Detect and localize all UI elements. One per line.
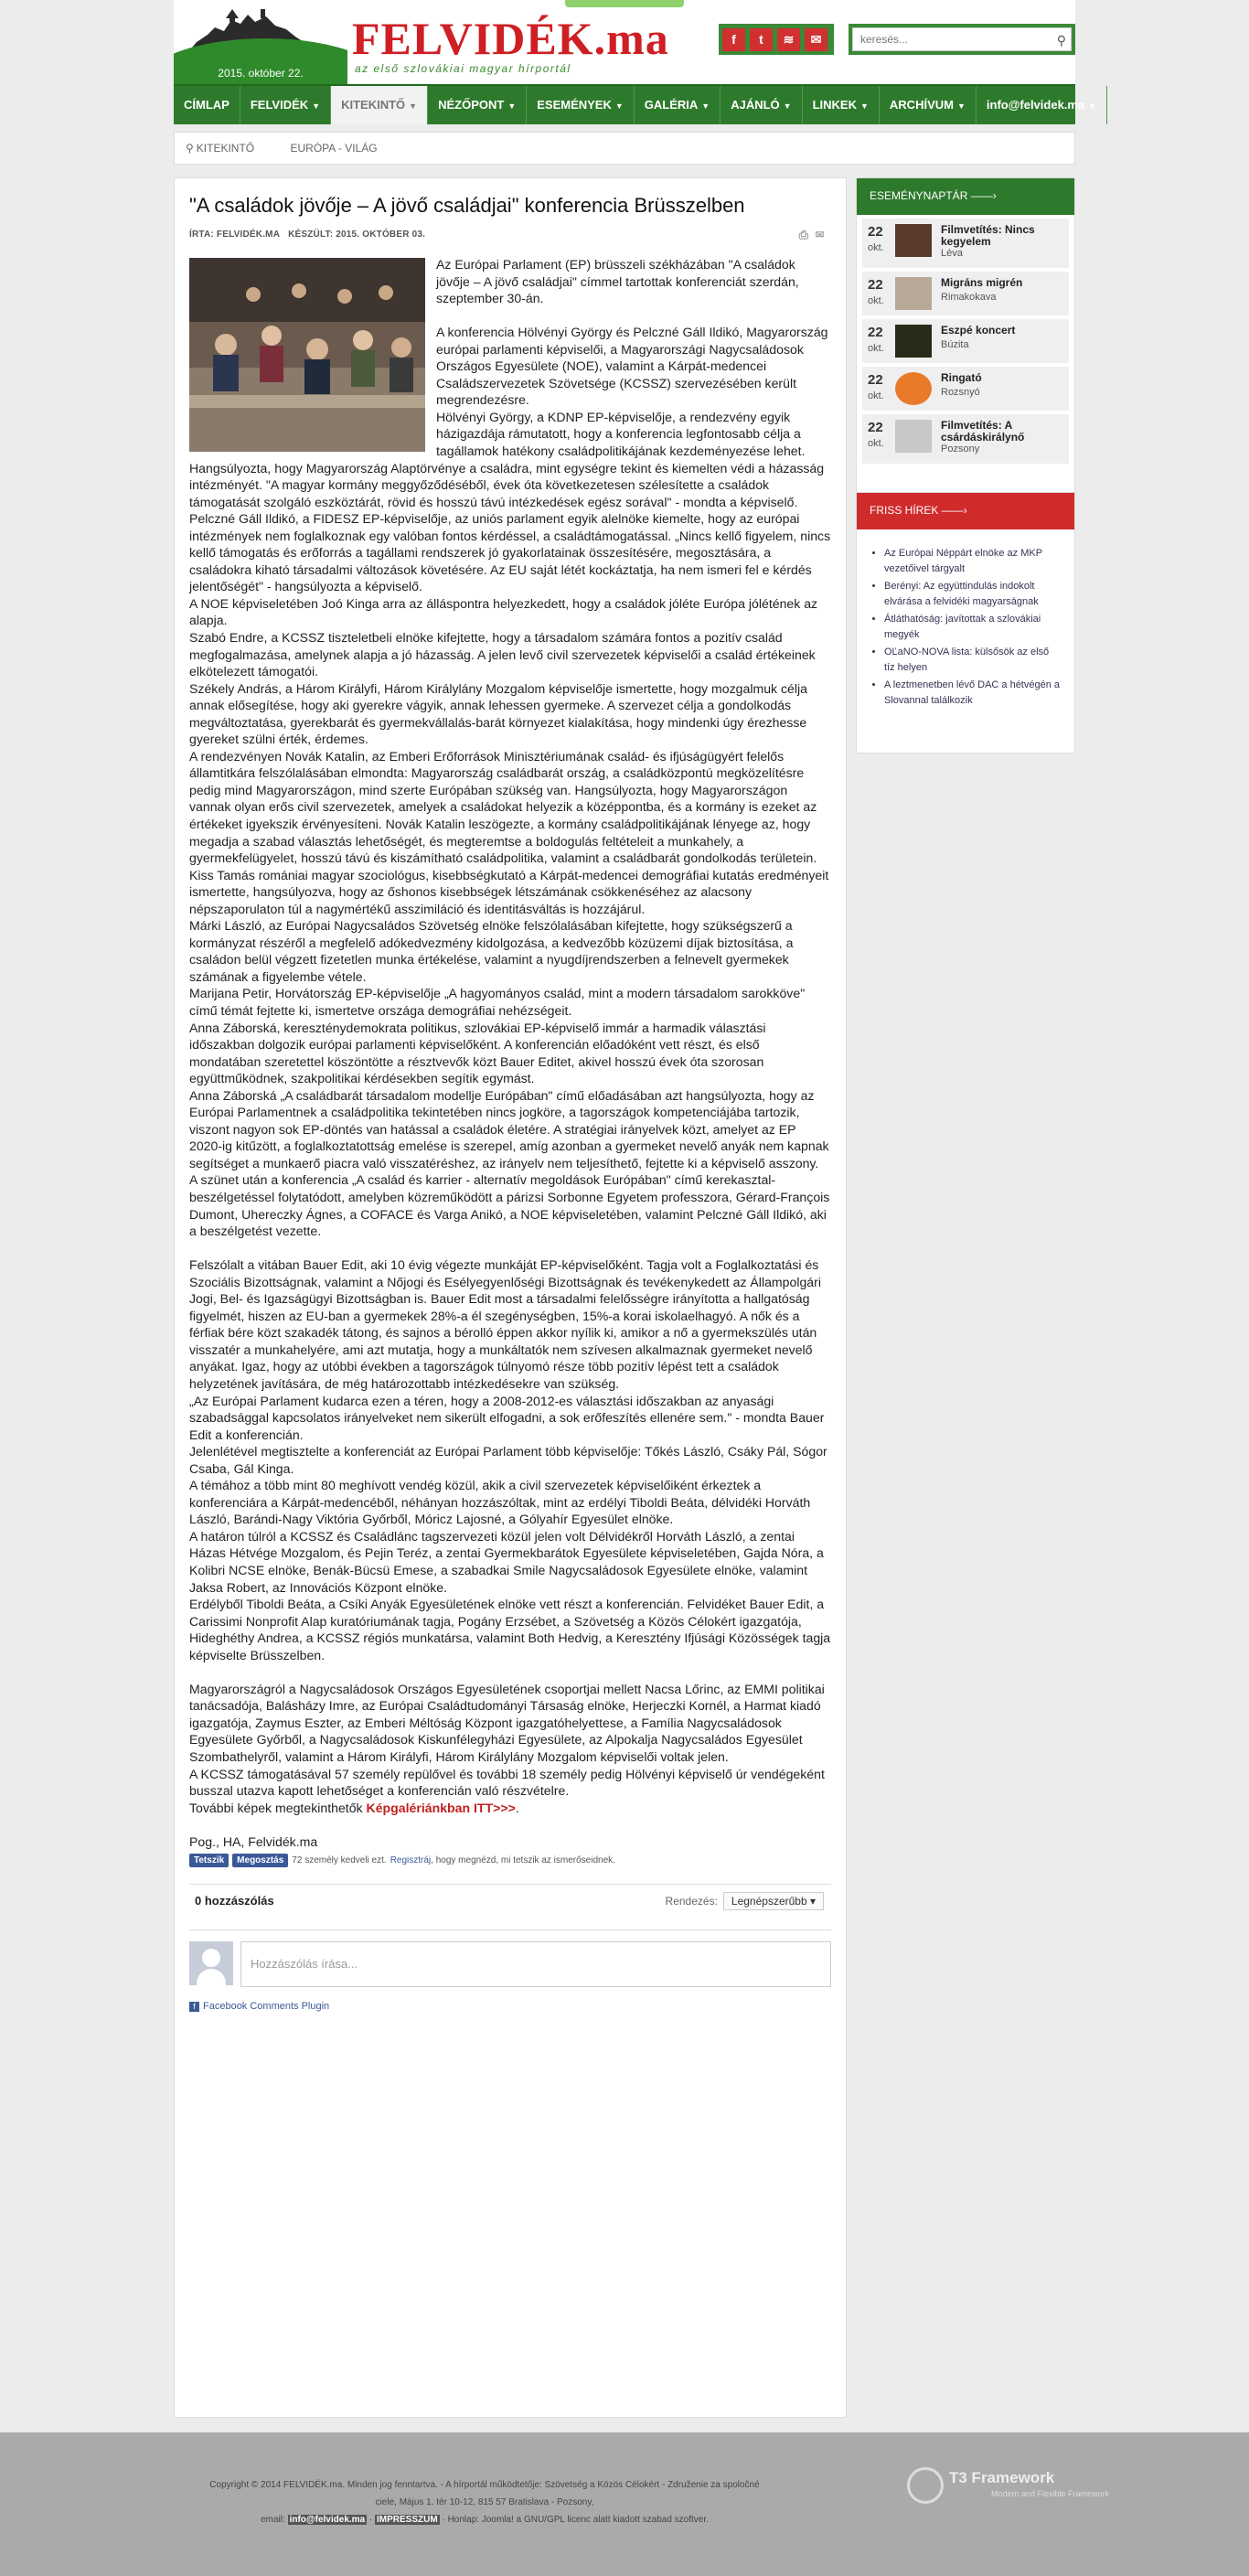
mail-icon[interactable]: ✉ (805, 28, 827, 51)
news-link[interactable]: • A leztmenetben lévő DAC a hétvégén a Slovannal találkozik (884, 678, 1062, 709)
article-paragraph: Márki László, az Európai Nagycsaládos Szövetség elnöke felszólalásában kifejtette, hogy szükségszerű a kormányzat részéről a megfelelő adókedvezmény kidolgozása, a kedvezőbb közüzemi díjak biztosítása, a családon belül végzett fizetetlen munka értékelése, valamint a nyugdíjrendszerben a felnevelt gyermekek számának a figyelembe vétele. (189, 918, 794, 984)
article-paragraph: Székely András, a Három Királyfi, Három Királylány Mozgalom képviselője ismertette, hogy mozgalmuk célja annak elősegítése, hogy aki gyerekre vágyik, annak lehessen gyermeke. A szervezet célja a gondolkodás megváltoztatása, gyerekbarát és gyermekvállalás-barát környezet kialakítása, hogy mindenki úgy érezhesse gyereket szülni érték, érdemes. (189, 680, 807, 747)
brand-title[interactable]: FELVIDÉK.ma (352, 13, 669, 64)
article-author: ÍRTA: FELVIDÉK.MA (189, 230, 281, 240)
event-location: Rimakokava (941, 292, 997, 303)
nav-item-label: CÍMLAP (184, 98, 230, 112)
facebook-icon: f (189, 2002, 199, 2012)
event-day: 22 (868, 277, 883, 293)
nav-item-4[interactable] (527, 86, 635, 124)
event-thumbnail (895, 420, 932, 453)
article-title: "A családok jövője – A jövő családjai" konferencia Brüsszelben (189, 194, 745, 217)
footer-line3: · Honlap: Joomla! a GNU/GPL licenc alatt kiadott szabad szoftver. (439, 2515, 709, 2525)
event-item[interactable] (862, 272, 1069, 315)
event-title[interactable]: Migráns migrén (941, 276, 1023, 289)
fb-like-text: , hogy megnézd, mi tetszik az ismerőseidnek. (431, 1855, 615, 1866)
event-location: Pozsony (941, 444, 980, 454)
fb-like-count: 72 személy kedveli ezt. (292, 1855, 387, 1866)
event-location: Búzita (941, 339, 969, 350)
map-pin-icon: ⚲ (186, 142, 194, 155)
event-thumbnail (895, 325, 932, 358)
print-icon[interactable]: ⎙ (798, 228, 817, 241)
rss-icon[interactable]: ≋ (777, 28, 800, 51)
nav-item-label: FELVIDÉK (250, 98, 309, 112)
event-location: Rozsnyó (941, 387, 980, 398)
event-title[interactable]: Ringató (941, 371, 982, 384)
article-photo[interactable] (189, 258, 425, 452)
article-paragraph: Anna Záborská „A családbarát társadalom modellje Európában" című előadásában azt hangsúlyozta, hogy az Európai Parlamentnek a családpolitika tekintetében nincs jogköre, a tagországok kompetenciájába tartozik, viszont nagyon sok EP-döntés van hatással a családok életére. A stratégiai irányelvek közt, amelyet az EP 2020-ig kitűzött, a foglalkoztatottság emelése is szerepel, amíg azonban a gyermeket nevelő anyák nem kapnak segítséget a munkaerő piacra való visszatéréshez, az irányelv nem teljesíthető, fejtette ki a képviselő asszony. (189, 1087, 829, 1170)
comment-compose (189, 1929, 831, 1975)
news-link[interactable]: • Az Európai Néppárt elnöke az MKP vezetőivel tárgyalt (884, 546, 1062, 577)
nav-item-label: info@felvidek.ma (986, 98, 1085, 112)
event-item[interactable] (862, 367, 1069, 411)
article-panel (174, 177, 847, 2418)
event-month: okt. (868, 390, 884, 401)
event-day: 22 (868, 372, 883, 388)
nav-item-label: LINKEK (812, 98, 857, 112)
caret-down-icon: ▼ (614, 102, 624, 111)
caret-down-icon: ▼ (409, 102, 418, 111)
footer-email[interactable]: info@felvidek.ma (289, 2515, 366, 2525)
avatar (189, 1941, 233, 1985)
caret-down-icon: ▼ (783, 102, 792, 111)
article-paragraph: Az Európai Parlament (EP) brüsszeli székházában "A családok jövője – A jövő családjai" címmel tartottak konferenciát szerdán, szeptember 30-án. (436, 257, 799, 306)
article-paragraph: Hölvényi György, a KDNP EP-képviselője, a rendezvény egyik házigazdája rámutatott, hogy a konferencia legfontosabb célja a tagállamok hatékony családpolitikájának kezdeményezése lehet. Hangsúlyozta, hogy Magyarország Alaptörvénye a családra, mint egységre tekint és kiemelten védi a házasság intézményét. "A magyar kormány meggyőződéséből, évek óta következetesen szélesítette a családok támogatását szolgáló eszköztárát, rövid és hosszú távú intézkedések egész sorával" - mondta a képviselő. (189, 409, 825, 509)
article-paragraph: A szünet után a konferencia „A család és karrier - alternatív megoldások Európában" című kerekasztal-beszélgetéssel folytatódott, amelyben közreműködött a párizsi Sorbonne Egyetem professzora, Gérard-François Dumont, Uhereczky Ágnes, a COFACE és Varga Anikó, a NOE képviseletében, valamint Pelczné Gáll Ildikó, aki a beszélgetést vezette. (189, 1172, 830, 1239)
gallery-suffix: . (515, 1800, 519, 1815)
caret-down-icon: ▼ (859, 102, 869, 111)
footer-line2: ciele, Május 1. tér 10-12, 815 57 Bratislava - Pozsony, (375, 2497, 594, 2507)
caret-down-icon: ▼ (1088, 102, 1097, 111)
comments-section (189, 1884, 831, 2012)
events-calendar (856, 177, 1075, 494)
article-paragraph: Marijana Petir, Horvátország EP-képviselője „A hagyományos család, mint a modern társadalom sarokköve" című témát fejtette ki, ismertetve országa demográfiai nehézségeit. (189, 986, 806, 1019)
news-link[interactable]: • OĽaNO-NOVA lista: külsősök az első tíz helyen (884, 645, 1062, 676)
nav-item-label: ARCHÍVUM (889, 98, 954, 112)
nav-item-8[interactable] (880, 86, 977, 124)
gallery-link[interactable]: Képgalériánkban ITT>>> (366, 1800, 516, 1815)
nav-item-5[interactable] (635, 86, 721, 124)
t3-name: T3 Framework (949, 2469, 1055, 2486)
conference-photo (189, 258, 425, 452)
article-paragraph: A témához a több mint 80 meghívott vendég közül, akik a civil szervezetek képviselőiként érkeztek a konferenciára a Kárpát-medencéből, néhányan hozzászóltak, mint az erdélyi Tiboldi Beáta, délvidéki Horváth László, Barándi-Nagy Viktória Győrből, Móricz Lajosné, a Gólyahír Egyesület elnöke. (189, 1478, 811, 1527)
nav-item-1[interactable] (240, 86, 331, 124)
gallery-prefix: További képek megtekinthetők (189, 1800, 367, 1815)
event-thumbnail (895, 277, 932, 310)
article-paragraph: Szabó Endre, a KCSSZ tiszteletbeli elnöke kifejtette, hogy a társadalom számára fontos a pozitív család megfogalmazása, amelynek alapja a jó házasság. A jelen levő civil szervezetek képviselői a család értékeinek elkötelezett támogatói. (189, 629, 816, 679)
event-thumbnail (895, 372, 932, 405)
footer-email-label: email: (261, 2515, 285, 2525)
article-meta (189, 230, 831, 240)
facebook-like-bar (189, 1854, 831, 1867)
nav-item-0[interactable] (174, 86, 240, 124)
article-paragraph: Felszólalt a vitában Bauer Edit, aki 10 évig végezte munkáját EP-képviselőként. Tagja volt a Foglalkoztatási és Szociális Bizottságnak, valamint a Nőjogi és Esélyegyenlőségi Bizottságnak és tevékenykedett az Állampolgári Jogi, Bel- és Igazságügyi Bizottságban is. Bauer Edit most a társadalmi felelősségre irányította a hallgatóság figyelmét, hiszen az EU-ban a gyermekek 28%-a él szegénységben, 15%-a korai iskolaelhagyó. A nők és a férfiak bére közt szakadék tátong, és sajnos a bérolló éppen akkor nyílik ki, amikor a nő a gyermekszülés után visszatér a munkahelyére, ami azt mutatja, hogy a munkáltatók nem szívesen alkalmaznak gyermeket nevelő anyákat. Igaz, hogy az utóbbi években a tagországok túlnyomó része több pozitív lépést tett a családok helyzetének javítására, de még határozottabb intézkedésekre van szükség. (189, 1257, 821, 1391)
article-paragraph: A rendezvényen Novák Katalin, az Emberi Erőforrások Minisztériumának család- és ifjúságügyért felelős államtitkára felszólalásában elmondta: Magyarország családbarát ország, a családközpontú megközelítésre pedig mind Magyarországon, mind szerte Európában szükség van. Hangsúlyozta, hogy Magyarországon vannak olyan erős civil szervezetek, amelyek a családokat helyezik a középpontba, és a kormány is ezeket az értékeket igyekszik érvényesíteni. Novák Katalin leszögezte, a kormány családpolitikájának lényege az, hogy megadja a szabad választás lehetőségét, és megteremtse a boldogulás feltételeit a munkahely, a gyermekfelügyelet, hosszú távú és kiszámítható családpolitika, valamint a családbarát gondolkodás területein. (189, 748, 817, 866)
article-source: Pog., HA, Felvidék.ma (189, 1833, 318, 1849)
nav-item-label: GALÉRIA (644, 98, 699, 112)
fb-plugin-label: Facebook Comments Plugin (203, 2001, 330, 2013)
twitter-icon[interactable]: t (750, 28, 773, 51)
footer-impresszum[interactable]: IMPRESSZUM (377, 2515, 438, 2525)
event-item[interactable] (862, 319, 1069, 363)
site-logo[interactable] (174, 0, 347, 84)
search-box (849, 24, 1075, 55)
site-header (174, 0, 1075, 84)
paragraph-gap (189, 1240, 831, 1257)
main-nav (174, 84, 1097, 124)
nav-item-3[interactable] (428, 86, 527, 124)
breadcrumb (174, 132, 1075, 165)
caret-down-icon: ▼ (312, 102, 321, 111)
nav-item-7[interactable] (803, 86, 880, 124)
header-date: 2015. október 22. (218, 67, 304, 80)
caret-down-icon: ▼ (507, 102, 517, 111)
article-paragraph: Kiss Tamás romániai magyar szociológus, kisebbségkutató a Kárpát-medencei demográfiai kutatás eredményeit ismertette, hangsúlyozva, hogy az őshonos kisebbségek létszámának csökkenéséhez az alacsony népszaporulaton túl a nagymértékű asszimiláció és identitásváltás is hozzájárul. (189, 867, 829, 916)
article-body (189, 256, 831, 1850)
article-paragraph: Pelczné Gáll Ildikó, a FIDESZ EP-képviselője, az uniós parlament egyik alelnöke kiemelte, hogy az európai intézmények nem foglalkoznak egy valóban fontos kérdéssel, a családtámogatással. „Nincs kellő figyelem, nincs kellő támogatás és erőforrás a tagállami rendszerek jó gyakorlatainak összesítésére, megosztására, a családokra kiható társadalmi változások követésére. Az EU saját létét kockáztatja, ha nem ismeri fel e kérdés jelentőségét" - hangsúlyozta a képviselő. (189, 511, 831, 594)
comment-count: 0 hozzászólás (195, 1894, 274, 1908)
friss-title[interactable]: FRISS HÍREK ——› (857, 493, 1074, 529)
search-icon[interactable]: ⚲ (1056, 33, 1066, 48)
paragraph-gap (189, 1663, 831, 1681)
event-month: okt. (868, 242, 884, 253)
comment-input[interactable]: Hozzászólás írása... (240, 1941, 831, 1987)
nav-item-2[interactable] (331, 86, 428, 124)
event-item[interactable] (862, 219, 1069, 268)
nav-item-label: ESEMÉNYEK (537, 98, 612, 112)
site-footer (0, 2432, 1249, 2576)
fb-like-button[interactable]: Tetszik (189, 1854, 229, 1867)
article-paragraph: Magyarországról a Nagycsaládosok Országos Egyesületének csoportjai mellett Nacsa Lőrinc, az EMMI politikai tanácsadója, Balásházy Imre, az Európai Családtudományi Társaság elnöke, Herjeczki Kornél, a Harmat kiadó igazgatója, Zaymus Eszter, az Emberi Méltóság Központ igazgatóhelyettese, a Família Nagycsaládosok Egyesülete Győrből, a Nagycsaládosok Kiskunfélegyházi Egyesülete, az Alpokalja Nagycsaládos Egyesület Szombathelyről, valamint a Három Királyfi, Három Királylány Mozgalom képviselői voltak jelen. (189, 1681, 825, 1764)
news-link[interactable]: • Berényi: Az együttindulás indokolt elvárása a felvidéki magyarságnak (884, 579, 1062, 610)
facebook-icon[interactable]: f (722, 28, 745, 51)
event-month: okt. (868, 438, 884, 449)
article-paragraph: A konferencia Hölvényi György és Pelczné Gáll Ildikó, Magyarország európai parlamenti képviselői, a Magyarországi Nagycsaládosok Országos Egyesülete (NOE), valamint a Kárpát-medencei Családszervezetek Szövetsége (KCSSZ) szervezésében került megrendezésre. (436, 325, 828, 408)
news-link[interactable]: • Átláthatóság: javítottak a szlovákiai megyék (884, 612, 1062, 643)
fb-share-button[interactable]: Megosztás (232, 1854, 288, 1867)
article-paragraph: Anna Záborská, kereszténydemokrata politikus, szlovákiai EP-képviselő immár a harmadik választási időszakban dolgozik európai parlamenti képviselőként. A konferencián előadóként vett részt, és első mondatában szeretettel köszöntötte a résztvevők közt Bauer Editet, akivel hosszú évek óta szorosan együttműködnek, szakpolitikai kérdésekben segítik egymást. (189, 1020, 766, 1086)
events-title[interactable]: ESEMÉNYNAPTÁR ——› (857, 178, 1074, 215)
article-paragraph: Erdélyből Tiboldi Beáta, a Csíki Anyák Egyesületének elnöke vett részt a konferencián. Felvidéket Bauer Edit, a Carissimi Nonprofit Alap kuratóriumának tagja, Pogány Erzsébet, a Szövetség a Közös Célokért igazgatója, Hideghéthy Andrea, a KCSSZ régiós munkatársa, valamint Both Hedvig, a Keresztény Ifjúsági Közösségek tagja képviselte Brüsszelben. (189, 1597, 831, 1662)
nav-item-label: AJÁNLÓ (731, 98, 780, 112)
nav-item-9[interactable] (977, 86, 1107, 124)
article-date: KÉSZÜLT: 2015. OKTÓBER 03. (288, 230, 426, 240)
event-title[interactable]: Filmvetítés: Nincs kegyelem (941, 223, 1035, 248)
article-paragraph: Jelenlétével megtisztelte a konferenciát az Európai Parlament több képviselője: Tőkés László, Csáky Pál, Sógor Csaba, Gál Kinga. (189, 1444, 827, 1476)
event-day: 22 (868, 224, 883, 240)
article-paragraph: A NOE képviseletében Joó Kinga arra az álláspontra helyezkedett, hogy a családok jóléte Európa jólétének az alapja. (189, 595, 818, 628)
social-links (719, 24, 834, 55)
article-paragraph: „Az Európai Parlament kudarca ezen a téren, hogy a 2008-2012-es választási időszakban az anyasági szabadsággal kapcsolatos irányelveket nem sikerült elfogadni, a sok erőfeszítés ellenére sem." - mondta Bauer Edit a konferencián. (189, 1393, 825, 1442)
event-month: okt. (868, 343, 884, 354)
t3-icon (907, 2467, 944, 2504)
fb-register-link[interactable]: Regisztráj (390, 1855, 432, 1866)
latest-news (856, 492, 1075, 754)
article-paragraph: A KCSSZ támogatásával 57 személy repülővel és további 18 személy pedig Hölvényi képviselő úr vendégeként busszal utazva kapott lehetőséget a konferencián való részvételre. (189, 1766, 825, 1799)
fb-comments-plugin-link[interactable] (189, 2001, 831, 2012)
search-input[interactable] (852, 27, 1072, 51)
breadcrumb-label: KITEKINTŐ (196, 142, 255, 155)
breadcrumb-item-europa[interactable]: EURÓPA - VILÁG (290, 142, 378, 155)
caret-down-icon: ▼ (701, 102, 710, 111)
event-title[interactable]: Filmvetítés: A csárdáskirálynő (941, 419, 1025, 444)
breadcrumb-item-kitekinto[interactable] (186, 142, 271, 155)
nav-item-label: NÉZŐPONT (438, 98, 505, 112)
top-tab (565, 0, 684, 7)
t3-framework-logo[interactable] (907, 2467, 1110, 2504)
event-thumbnail (895, 224, 932, 257)
event-title[interactable]: Eszpé koncert (941, 324, 1016, 337)
email-icon[interactable]: ✉ (816, 228, 831, 241)
event-day: 22 (868, 420, 883, 435)
event-item[interactable] (862, 414, 1069, 464)
nav-item-6[interactable] (721, 86, 802, 124)
sort-select[interactable]: Legnépszerűbb ▾ (723, 1892, 824, 1910)
event-month: okt. (868, 295, 884, 306)
footer-copyright: Copyright © 2014 FELVIDÉK.ma. Minden jog fenntartva. - A hírportál működtetője: Szövetség a Közös Célokért - Združenie za spoločné ciele, Május 1. tér 10-12, 815 57 Bratislava - Pozsony, email: info@felvidek.ma · IMPRESSZUM · Honlap: Joomla! a GNU/GPL licenc alatt kiadott szabad szoftver. (174, 2476, 795, 2528)
brand-tagline: az első szlovákiai magyar hírportál (355, 62, 571, 75)
nav-item-label: KITEKINTŐ (341, 98, 406, 112)
sort-label: Rendezés: (665, 1895, 718, 1908)
footer-line1: Copyright © 2014 FELVIDÉK.ma. Minden jog fenntartva. - A hírportál működtetője: Szövetség a Közös Célokért - Združenie za spoločné (209, 2480, 760, 2490)
event-day: 22 (868, 325, 883, 340)
t3-sub: Modern and Flexible Framework (991, 2489, 1110, 2498)
event-location: Léva (941, 248, 963, 259)
caret-down-icon: ▼ (956, 102, 966, 111)
comment-sort (666, 1892, 824, 1910)
article-paragraph: A határon túlról a KCSSZ és Családlánc tagszervezeti közül jelen volt Délvidékről Horváth László, a zentai Házas Hétvége Mozgalom, és Pejin Teréz, a zentai Gyermekbarátok Egyesülete képviseletében, Gajda Nóra, a Kolibri NCSE elnöke, Benák-Bücsü Emese, a szabadkai Smile Nagycsaládosok Egyesülete elnöke, valamint Jaksa Robert, az Innovációs Központ elnöke. (189, 1528, 824, 1595)
